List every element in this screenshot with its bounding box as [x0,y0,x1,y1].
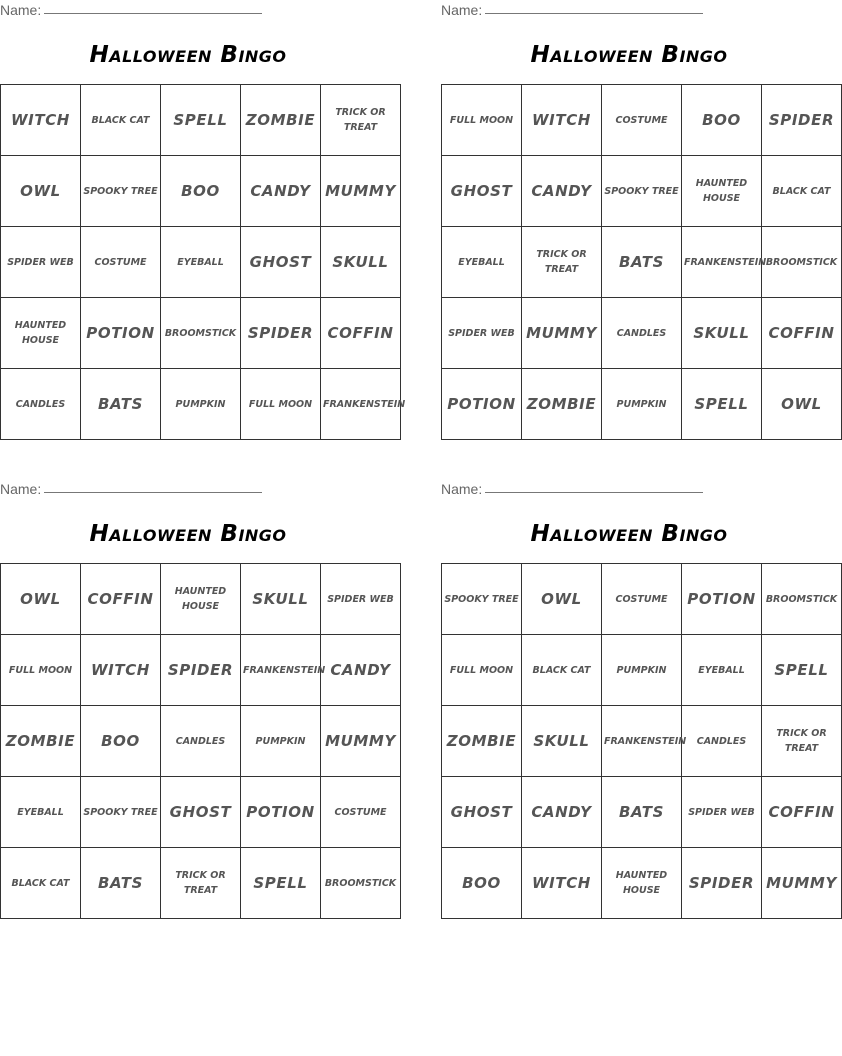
bingo-card-4 [441,479,838,919]
bingo-cell[interactable]: MUMMY [321,156,401,227]
grid-row [1,85,401,156]
bingo-cell[interactable]: BROOMSTICK [762,227,842,298]
bingo-cell[interactable]: BLACK CAT [762,156,842,227]
grid-row [442,564,842,635]
bingo-cell[interactable]: FULL MOON [1,635,81,706]
grid-row [442,706,842,777]
bingo-cell[interactable]: SPIDER [241,298,321,369]
bingo-cell[interactable]: BATS [602,227,682,298]
bingo-cell[interactable]: SKULL [522,706,602,777]
bingo-cell[interactable]: OWL [1,564,81,635]
bingo-cell[interactable]: MUMMY [522,298,602,369]
bingo-cell[interactable]: COSTUME [321,777,401,848]
name-label: Name: [441,2,483,18]
grid-row [1,564,401,635]
grid-row [1,706,401,777]
bingo-cell[interactable]: TRICK OR TREAT [321,85,401,156]
card-title: Halloween Bingo [530,521,728,547]
bingo-cell[interactable]: BOO [161,156,241,227]
bingo-cell[interactable]: SPELL [161,85,241,156]
name-line [441,0,817,20]
bingo-cell[interactable]: ZOMBIE [241,85,321,156]
bingo-cell[interactable]: SKULL [682,298,762,369]
name-blank[interactable] [485,0,703,14]
bingo-cell[interactable]: FULL MOON [241,369,321,440]
grid-row [442,777,842,848]
grid-row [1,369,401,440]
bingo-cell[interactable]: BOO [442,848,522,919]
bingo-cell[interactable]: POTION [442,369,522,440]
bingo-cell[interactable]: FULL MOON [442,635,522,706]
grid-row [1,227,401,298]
bingo-cell[interactable]: MUMMY [321,706,401,777]
bingo-cell[interactable]: HAUNTED HOUSE [161,564,241,635]
bingo-cell[interactable]: BROOMSTICK [321,848,401,919]
bingo-cell[interactable]: POTION [682,564,762,635]
bingo-cell[interactable]: COFFIN [762,777,842,848]
name-label: Name: [441,481,483,497]
bingo-cell[interactable]: FRANKENSTEIN [682,227,762,298]
grid-row [1,635,401,706]
bingo-cell[interactable]: SPIDER [682,848,762,919]
bingo-cell[interactable]: PUMPKIN [241,706,321,777]
bingo-grid [441,563,842,919]
bingo-cell[interactable]: CANDY [522,156,602,227]
bingo-cell[interactable]: POTION [81,298,161,369]
bingo-cell[interactable]: BROOMSTICK [762,564,842,635]
name-line [0,479,376,499]
bingo-cell[interactable]: OWL [522,564,602,635]
bingo-cell[interactable]: TRICK OR TREAT [161,848,241,919]
bingo-cell[interactable]: CANDLES [1,369,81,440]
grid-row [442,156,842,227]
bingo-cell[interactable]: WITCH [522,848,602,919]
bingo-cell[interactable]: SPIDER WEB [1,227,81,298]
bingo-cell[interactable]: TRICK OR TREAT [522,227,602,298]
bingo-cell[interactable]: WITCH [1,85,81,156]
bingo-cell[interactable]: COFFIN [321,298,401,369]
bingo-cell[interactable]: SPELL [682,369,762,440]
grid-row [442,848,842,919]
grid-row [1,777,401,848]
bingo-cell[interactable]: GHOST [161,777,241,848]
bingo-cell[interactable]: EYEBALL [442,227,522,298]
name-label: Name: [0,2,42,18]
bingo-cell[interactable]: BROOMSTICK [161,298,241,369]
name-line [0,0,376,20]
bingo-cell[interactable]: SPOOKY TREE [602,156,682,227]
bingo-cell[interactable]: MUMMY [762,848,842,919]
card-title: Halloween Bingo [89,42,287,68]
bingo-cell[interactable]: COSTUME [602,564,682,635]
bingo-cell[interactable]: SPOOKY TREE [81,156,161,227]
name-blank[interactable] [485,479,703,493]
bingo-cell[interactable]: BOO [682,85,762,156]
bingo-cell[interactable]: OWL [1,156,81,227]
bingo-cell[interactable]: BLACK CAT [522,635,602,706]
bingo-cell[interactable]: CANDLES [682,706,762,777]
bingo-cell[interactable]: GHOST [442,156,522,227]
bingo-cell[interactable]: CANDLES [161,706,241,777]
bingo-card-3 [0,479,397,919]
bingo-cell[interactable]: CANDY [522,777,602,848]
bingo-cell[interactable]: HAUNTED HOUSE [602,848,682,919]
bingo-cell[interactable]: CANDY [321,635,401,706]
bingo-cell[interactable]: BATS [81,848,161,919]
bingo-grid [0,84,406,440]
bingo-card-1 [0,0,406,440]
bingo-cell[interactable]: POTION [241,777,321,848]
bingo-cell[interactable]: HAUNTED HOUSE [682,156,762,227]
bingo-cell[interactable]: FRANKENSTEIN [241,635,321,706]
bingo-cell[interactable]: PUMPKIN [602,369,682,440]
bingo-cell[interactable]: COSTUME [602,85,682,156]
card-title: Halloween Bingo [89,521,287,547]
bingo-cell[interactable]: GHOST [241,227,321,298]
bingo-cell[interactable]: COFFIN [81,564,161,635]
bingo-cell[interactable]: ZOMBIE [1,706,81,777]
grid-row [442,635,842,706]
grid-row [1,848,401,919]
bingo-cell[interactable]: TRICK OR TREAT [762,706,842,777]
bingo-cell[interactable]: SPIDER WEB [442,298,522,369]
bingo-cell[interactable]: SPIDER [161,635,241,706]
bingo-cell[interactable]: SPIDER WEB [682,777,762,848]
bingo-grid [441,84,842,440]
bingo-cell[interactable]: ZOMBIE [442,706,522,777]
bingo-cell[interactable]: PUMPKIN [602,635,682,706]
bingo-cell[interactable]: SPELL [762,635,842,706]
bingo-cell[interactable]: FRANKENSTEIN [321,369,401,440]
grid-row [442,85,842,156]
bingo-cell[interactable]: CANDLES [602,298,682,369]
bingo-cell[interactable]: SPIDER [762,85,842,156]
bingo-cell[interactable]: ZOMBIE [522,369,602,440]
bingo-cell[interactable]: BATS [81,369,161,440]
bingo-cell[interactable]: FULL MOON [442,85,522,156]
bingo-grid [0,563,401,919]
bingo-cell[interactable]: WITCH [81,635,161,706]
bingo-card-2 [441,0,838,440]
bingo-cell[interactable]: COFFIN [762,298,842,369]
bingo-cell[interactable]: FRANKENSTEIN [602,706,682,777]
bingo-cell[interactable]: SKULL [321,227,401,298]
bingo-cell[interactable]: GHOST [442,777,522,848]
grid-row [1,298,401,369]
grid-row [442,227,842,298]
bingo-cell[interactable]: WITCH [522,85,602,156]
bingo-cell[interactable]: CANDY [241,156,321,227]
bingo-cell[interactable]: BATS [602,777,682,848]
bingo-cell[interactable]: EYEBALL [1,777,81,848]
bingo-cell[interactable]: SPOOKY TREE [81,777,161,848]
name-blank[interactable] [44,0,262,14]
card-title: Halloween Bingo [530,42,728,68]
bingo-cell[interactable]: PUMPKIN [161,369,241,440]
bingo-cell[interactable]: COSTUME [81,227,161,298]
bingo-cell[interactable]: EYEBALL [161,227,241,298]
bingo-cell[interactable]: EYEBALL [682,635,762,706]
bingo-cell[interactable]: BLACK CAT [1,848,81,919]
bingo-cell[interactable]: SPELL [241,848,321,919]
bingo-cell[interactable]: HAUNTED HOUSE [1,298,81,369]
bingo-cell[interactable]: OWL [762,369,842,440]
bingo-cell[interactable]: BLACK CAT [81,85,161,156]
name-label: Name: [0,481,42,497]
bingo-cell[interactable]: SKULL [241,564,321,635]
name-blank[interactable] [44,479,262,493]
grid-row [442,369,842,440]
bingo-cell[interactable]: SPIDER WEB [321,564,401,635]
name-line [441,479,817,499]
grid-row [1,156,401,227]
grid-row [442,298,842,369]
bingo-cell[interactable]: BOO [81,706,161,777]
bingo-cell[interactable]: SPOOKY TREE [442,564,522,635]
